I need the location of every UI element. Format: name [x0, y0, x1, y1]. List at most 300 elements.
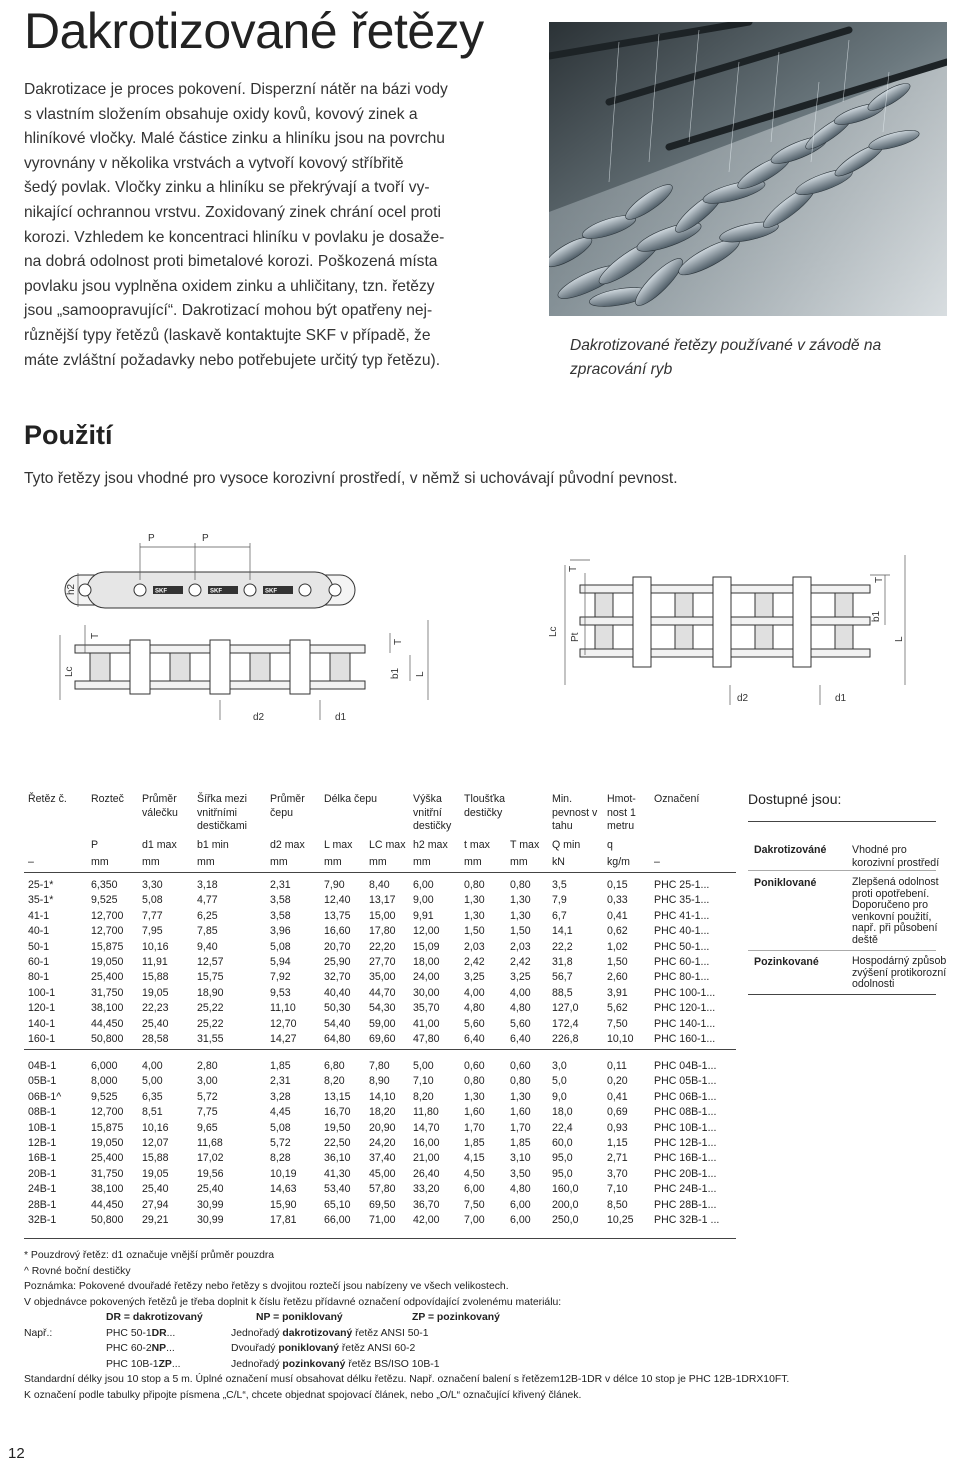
table-cell: 12,57 [197, 956, 224, 968]
table-cell: 9,91 [413, 909, 434, 922]
table-cell: 42,00 [413, 1214, 440, 1226]
table-cell: 18,00 [413, 956, 440, 968]
table-cell: 24,00 [413, 971, 440, 984]
table-cell: 0,93 [607, 1121, 628, 1134]
table-cell: 25-1* [28, 879, 54, 891]
table-cell: 1,30 [464, 1090, 485, 1103]
table-cell: 35,70 [413, 1002, 440, 1015]
table-cell: 172,4 [552, 1017, 579, 1030]
side-view-chain [65, 533, 355, 608]
table-cell: 3,58 [270, 909, 291, 922]
top-view-dimension-lines [60, 620, 428, 720]
table-cell: 2,42 [464, 956, 485, 968]
table-cell: PHC 40-1... [654, 925, 710, 938]
code-dr: DR = dakrotizovaný [106, 1312, 203, 1323]
table-cell: 64,80 [324, 1033, 351, 1045]
table-cell: 30,99 [197, 1214, 224, 1226]
b1-label: b1 [871, 610, 882, 622]
example-desc: Dvouřadý poniklovaný řetěz ANSI 60-2 [231, 1343, 416, 1354]
table-cell: 2,71 [607, 1152, 628, 1165]
table-cell: 5,08 [270, 940, 291, 953]
table-header: Označení [654, 793, 700, 805]
table-subheader: d2 max [270, 839, 305, 851]
table-cell: 25,40 [197, 1183, 224, 1196]
desc-line: korozivní prostředí [852, 856, 940, 869]
table-cell: 47,80 [413, 1033, 440, 1045]
lc-label: Lc [548, 626, 559, 637]
table-cell: 19,05 [142, 1167, 169, 1180]
table-cell: 56,7 [552, 971, 573, 984]
table-unit: mm [510, 856, 528, 868]
h2-label: h2 [66, 583, 77, 595]
table-cell: 04B-1 [28, 1060, 57, 1072]
table-header: Min. pevnost v tahu [552, 793, 598, 832]
table-cell: 24B-1 [28, 1183, 57, 1196]
table-header: Délka čepu [324, 793, 377, 805]
table-cell: 40-1 [28, 925, 50, 938]
pitch-label: P [148, 533, 155, 544]
skf-logo: SKF [210, 588, 222, 595]
table-cell: 7,92 [270, 971, 291, 984]
table-cell: 19,050 [91, 1137, 124, 1149]
table-cell: 6,00 [413, 879, 434, 891]
available-item-desc [852, 956, 960, 991]
table-cell: 3,18 [197, 879, 218, 891]
table-cell: 19,56 [197, 1167, 224, 1180]
table-cell: 0,60 [510, 1060, 531, 1072]
table-cell: 45,00 [369, 1167, 396, 1180]
table-cell: 2,31 [270, 1075, 291, 1088]
table-cell: 13,15 [324, 1090, 351, 1103]
table-cell: 7,90 [324, 879, 345, 891]
table-cell: 8,20 [324, 1075, 345, 1088]
table-cell: 6,00 [510, 1198, 531, 1211]
table-cell: 10,10 [607, 1033, 634, 1045]
table-unit: mm [91, 856, 109, 868]
table-cell: 22,4 [552, 1121, 573, 1134]
table-cell: 15,90 [270, 1198, 297, 1211]
table-cell: 28,58 [142, 1033, 169, 1045]
table-cell: 18,20 [369, 1106, 396, 1119]
table-cell: 06B-1^ [28, 1090, 62, 1103]
table-unit: – [28, 856, 34, 868]
table-cell: 28B-1 [28, 1198, 57, 1211]
table-cell: 95,0 [552, 1167, 573, 1180]
intro-line: různější typy řetězů (laskavě kontaktujte SKF v případě, že [24, 326, 431, 344]
table-subheader: b1 min [197, 839, 229, 851]
table-cell: 15,88 [142, 1152, 169, 1165]
table-cell: 30,99 [197, 1198, 224, 1211]
table-cell: 22,50 [324, 1137, 351, 1149]
table-cell: 33,20 [413, 1183, 440, 1196]
table-cell: PHC 32B-1 ... [654, 1214, 720, 1226]
table-rule [24, 872, 736, 873]
table-unit: mm [197, 856, 215, 868]
table-cell: 25,90 [324, 956, 351, 968]
table-cell: PHC 25-1... [654, 879, 710, 891]
table-cell: 27,94 [142, 1198, 169, 1211]
table-cell: 66,00 [324, 1214, 351, 1226]
table-cell: 4,77 [197, 894, 218, 907]
table-cell: 50,30 [324, 1002, 351, 1015]
table-cell: 5,00 [413, 1060, 434, 1072]
table-cell: 57,80 [369, 1183, 396, 1196]
table-cell: 10,19 [270, 1167, 297, 1180]
table-cell: 1,15 [607, 1137, 628, 1149]
table-cell: 27,70 [369, 956, 396, 968]
table-cell: 16B-1 [28, 1152, 57, 1165]
table-cell: 12,00 [413, 925, 440, 938]
table-cell: 14,10 [369, 1090, 396, 1103]
table-cell: 19,50 [324, 1121, 351, 1134]
table-cell: 8,28 [270, 1152, 291, 1165]
l-label: L [894, 636, 905, 642]
table-cell: 8,50 [607, 1198, 628, 1211]
example-row [24, 1341, 789, 1357]
table-cell: 12,700 [91, 925, 124, 938]
table-cell: 3,28 [270, 1090, 291, 1103]
available-item-name: Dakrotizováné [754, 844, 827, 856]
d1-label: d1 [835, 693, 847, 704]
table-cell: 17,02 [197, 1152, 224, 1165]
table-cell: 6,35 [142, 1090, 163, 1103]
table-cell: 08B-1 [28, 1106, 57, 1119]
table-cell: 0,15 [607, 879, 628, 891]
table-cell: 31,750 [91, 1167, 124, 1180]
page-number: 12 [8, 1445, 25, 1462]
table-cell: 20,90 [369, 1121, 396, 1134]
table-cell: 9,00 [413, 894, 434, 907]
table-cell: 6,80 [324, 1060, 345, 1072]
table-cell: 1,85 [464, 1137, 485, 1149]
example-desc: Jednořadý dakrotizovaný řetěz ANSI 50-1 [231, 1327, 429, 1339]
table-cell: 160-1 [28, 1033, 56, 1045]
table-cell: 3,91 [607, 986, 628, 999]
table-cell: 13,75 [324, 909, 351, 922]
table-cell: 1,70 [510, 1121, 531, 1134]
table-cell: 53,40 [324, 1183, 351, 1196]
photo-caption: Dakrotizované řetězy používané v závodě na zpracování ryb [570, 337, 882, 378]
table-cell: 15,09 [413, 940, 440, 953]
table-cell: 1,30 [510, 909, 531, 922]
table-cell: 15,75 [197, 971, 224, 984]
available-divider [748, 950, 936, 951]
d2-label: d2 [737, 693, 749, 704]
table-cell: 30,00 [413, 986, 440, 999]
table-cell: 1,60 [464, 1106, 485, 1119]
table-cell: 16,60 [324, 925, 351, 938]
table-cell: 14,70 [413, 1121, 440, 1134]
intro-line: s vlastním složením obsahuje oxidy kovů, kovový zinek a [24, 105, 418, 123]
code-zp: ZP = pozinkovaný [412, 1312, 500, 1323]
table-cell: 18,0 [552, 1106, 573, 1119]
table-cell: 41,00 [413, 1017, 440, 1030]
table-header: Průměr válečku [142, 793, 178, 819]
table-cell: 25,22 [197, 1017, 224, 1030]
table-cell: 32B-1 [28, 1214, 57, 1226]
table-cell: 8,90 [369, 1075, 390, 1088]
table-cell: 44,450 [91, 1017, 124, 1030]
table-cell: 36,10 [324, 1152, 351, 1165]
table-unit: kg/m [607, 856, 630, 868]
table-cell: PHC 12B-1... [654, 1137, 717, 1149]
table-cell: 44,450 [91, 1198, 124, 1211]
table-cell: 5,72 [197, 1090, 218, 1103]
table-unit: mm [270, 856, 288, 868]
table-cell: 1,50 [607, 956, 628, 968]
table-header: Tloušťka destičky [464, 793, 506, 819]
table-cell: 5,00 [142, 1075, 163, 1088]
table-cell: 6,40 [510, 1033, 531, 1045]
available-item-desc [852, 877, 960, 946]
table-cell: 3,25 [464, 971, 485, 984]
table-unit: – [654, 856, 660, 868]
table-subheader: t max [464, 839, 490, 851]
available-item-desc [852, 844, 952, 869]
table-cell: PHC 60-1... [654, 956, 710, 968]
desc-line: venkovní použití, [852, 910, 932, 923]
table-cell: 3,30 [142, 879, 163, 891]
table-cell: PHC 10B-1... [654, 1121, 717, 1134]
table-cell: 0,20 [607, 1075, 628, 1088]
table-cell: 7,77 [142, 909, 163, 922]
table-cell: 8,51 [142, 1106, 163, 1119]
table-cell: 13,17 [369, 894, 396, 907]
table-cell: 69,50 [369, 1198, 396, 1211]
table-cell: 10B-1 [28, 1121, 57, 1134]
photo-illustration [549, 22, 947, 316]
table-cell: PHC 120-1... [654, 1002, 716, 1015]
table-subheader: T max [510, 839, 540, 851]
table-cell: 05B-1 [28, 1075, 57, 1088]
table-cell: 2,80 [197, 1060, 218, 1072]
t-label: T [874, 576, 885, 583]
table-cell: 5,08 [142, 894, 163, 907]
table-cell: 20,70 [324, 940, 351, 953]
table-cell: PHC 28B-1... [654, 1198, 717, 1211]
table-cell: 7,75 [197, 1106, 218, 1119]
table-cell: 5,08 [270, 1121, 291, 1134]
t-label: T [393, 638, 404, 645]
table-header: Hmot- nost 1 metru [607, 793, 636, 832]
table-cell: 41,30 [324, 1167, 351, 1180]
table-cell: 5,0 [552, 1075, 567, 1088]
table-cell: 12B-1 [28, 1137, 57, 1149]
table-cell: 22,2 [552, 940, 573, 953]
table-cell: PHC 140-1... [654, 1017, 716, 1030]
table-cell: 9,525 [91, 894, 118, 907]
table-cell: 120-1 [28, 1002, 56, 1015]
table-cell: 88,5 [552, 986, 573, 999]
table-cell: 4,80 [464, 1002, 485, 1015]
table-cell: 1,85 [510, 1137, 531, 1149]
table-cell: PHC 05B-1... [654, 1075, 717, 1088]
intro-line: šedý povlak. Vločky zinku a hliníku se překrývají a tvoří vy- [24, 179, 430, 197]
table-cell: 25,400 [91, 1152, 124, 1165]
table-cell: 54,30 [369, 1002, 396, 1015]
table-cell: 250,0 [552, 1214, 579, 1226]
table-cell: 15,875 [91, 940, 124, 953]
table-unit: mm [369, 856, 387, 868]
table-cell: 2,42 [510, 956, 531, 968]
table-cell: 12,40 [324, 894, 351, 907]
table-subheader: q [607, 839, 613, 851]
table-cell: 5,72 [270, 1137, 291, 1149]
pitch-label: P [202, 533, 209, 544]
table-cell: 0,33 [607, 894, 628, 907]
d2-label: d2 [253, 712, 265, 723]
table-cell: 38,100 [91, 1183, 124, 1196]
table-cell: 3,5 [552, 879, 567, 891]
table-unit: mm [324, 856, 342, 868]
table-cell: 25,40 [142, 1183, 169, 1196]
table-cell: 12,07 [142, 1137, 169, 1149]
desc-line: zvýšení protikorozní [852, 966, 947, 979]
table-cell: 200,0 [552, 1198, 579, 1211]
table-cell: 10,16 [142, 940, 169, 953]
table-cell: 22,20 [369, 940, 396, 953]
desc-line: Doporučeno pro [852, 899, 928, 911]
table-cell: 25,400 [91, 971, 124, 984]
section-text: Tyto řetězy jsou vhodné pro vysoce korozivní prostředí, v němž si uchovávají původní pevnost. [24, 470, 678, 487]
skf-logo: SKF [265, 588, 277, 595]
table-cell: 37,40 [369, 1152, 396, 1165]
table-cell: PHC 80-1... [654, 971, 710, 984]
table-cell: PHC 160-1... [654, 1033, 716, 1045]
table-cell: 1,50 [464, 925, 485, 938]
t-label: T [568, 565, 579, 572]
example-code: PHC 60-2NP... [106, 1343, 175, 1354]
table-cell: PHC 100-1... [654, 986, 716, 999]
table-cell: 7,50 [464, 1198, 485, 1211]
code-np: NP = poniklovaný [256, 1312, 343, 1323]
available-title: Dostupné jsou: [748, 791, 842, 807]
table-cell: 5,94 [270, 956, 291, 968]
desc-line: Vhodné pro [852, 844, 907, 856]
footnote: Poznámka: Pokovené dvouřadé řetězy nebo řetězy s dvojitou roztečí jsou nabízeny ve všech velikostech. [24, 1281, 509, 1292]
intro-line: na dobrá odolnost proti bimetalové korozi. Poškozená místa [24, 253, 438, 271]
table-cell: 6,7 [552, 909, 567, 922]
intro-line: hliníkové vločky. Malé částice zinku a hliníku jsou na povrchu [24, 130, 445, 148]
table-cell: 10,16 [142, 1121, 169, 1134]
table-cell: 7,9 [552, 894, 567, 907]
double-chain-view [580, 577, 870, 667]
table-cell: 1,30 [510, 1090, 531, 1103]
table-cell: 69,60 [369, 1033, 396, 1045]
table-cell: 40,40 [324, 986, 351, 999]
table-cell: 31,55 [197, 1033, 224, 1045]
table-cell: 3,25 [510, 971, 531, 984]
table-cell: 14,63 [270, 1183, 297, 1196]
table-cell: 54,40 [324, 1017, 351, 1030]
table-cell: 0,62 [607, 925, 628, 938]
chain-dimension-diagram [30, 525, 935, 750]
table-cell: 2,31 [270, 879, 291, 891]
available-divider [748, 821, 936, 822]
table-cell: 22,23 [142, 1002, 169, 1015]
table-cell: 11,91 [142, 956, 168, 968]
table-cell: 25,22 [197, 1002, 224, 1015]
table-cell: 1,30 [464, 894, 485, 907]
example-label: Např.: [24, 1327, 53, 1339]
table-cell: 0,11 [607, 1060, 627, 1072]
table-cell: 2,03 [464, 940, 485, 953]
table-cell: PHC 41-1... [654, 909, 710, 922]
table-cell: 17,80 [369, 925, 396, 938]
pt-label: Pt [570, 632, 581, 642]
table-cell: 1,50 [510, 925, 531, 938]
table-cell: 0,80 [464, 879, 485, 891]
table-cell: PHC 16B-1... [654, 1152, 717, 1165]
intro-line: máte zvláštní požadavky nebo potřebujete určitý typ řetězu). [24, 351, 441, 369]
table-cell: 80-1 [28, 971, 50, 984]
table-header: Šířka mezi vnitřními destičkami [197, 793, 248, 832]
table-cell: 26,40 [413, 1167, 440, 1180]
available-item-name: Pozinkované [754, 956, 819, 968]
table-subheader: d1 max [142, 839, 177, 851]
table-cell: 3,10 [510, 1152, 531, 1165]
table-cell: 11,80 [413, 1106, 439, 1119]
table-header: Výška vnitřní destičky [413, 793, 452, 832]
table-unit: mm [142, 856, 160, 868]
table-cell: 4,15 [464, 1152, 485, 1165]
table-cell: 6,25 [197, 909, 218, 922]
table-cell: 226,8 [552, 1033, 579, 1045]
skf-logo: SKF [155, 588, 167, 595]
table-cell: 8,000 [91, 1075, 118, 1088]
table-subheader: Q min [552, 839, 581, 851]
table-cell: 12,700 [91, 909, 124, 922]
table-cell: 19,050 [91, 956, 124, 968]
table-cell: 14,1 [552, 925, 573, 938]
example-row [24, 1326, 789, 1342]
table-cell: 36,70 [413, 1198, 440, 1211]
example-row [24, 1357, 789, 1373]
table-cell: 0,41 [607, 909, 628, 922]
table-cell: 100-1 [28, 986, 56, 999]
table-cell: 7,85 [197, 925, 218, 938]
table-header: Rozteč [91, 793, 124, 805]
table-cell: 60-1 [28, 956, 50, 968]
table-cell: 8,40 [369, 879, 390, 891]
table-cell: 9,53 [270, 986, 291, 999]
table-cell: 12,700 [91, 1106, 124, 1119]
table-cell: 8,20 [413, 1090, 434, 1103]
table-cell: 6,00 [510, 1214, 531, 1226]
table-cell: 7,10 [413, 1075, 434, 1088]
table-unit: kN [552, 856, 565, 868]
available-divider [748, 994, 936, 995]
table-cell: 17,81 [270, 1214, 297, 1226]
table-cell: 5,62 [607, 1002, 628, 1015]
intro-paragraph [24, 78, 494, 373]
table-cell: PHC 24B-1... [654, 1183, 717, 1196]
table-unit: mm [464, 856, 482, 868]
table-cell: 9,40 [197, 940, 218, 953]
table-cell: 127,0 [552, 1002, 579, 1015]
page-title: Dakrotizované řetězy [24, 3, 484, 59]
table-cell: PHC 20B-1... [654, 1167, 717, 1180]
table-cell: 7,50 [607, 1017, 628, 1030]
footnote: ^ Rovné boční destičky [24, 1265, 131, 1277]
table-cell: 6,00 [464, 1183, 485, 1196]
table-rule [24, 1238, 736, 1239]
table-cell: 7,00 [464, 1214, 485, 1226]
table-cell: 1,60 [510, 1106, 531, 1119]
table-cell: 50,800 [91, 1033, 124, 1045]
desc-line: např. při působení [852, 922, 938, 934]
table-cell: 7,80 [369, 1060, 390, 1072]
